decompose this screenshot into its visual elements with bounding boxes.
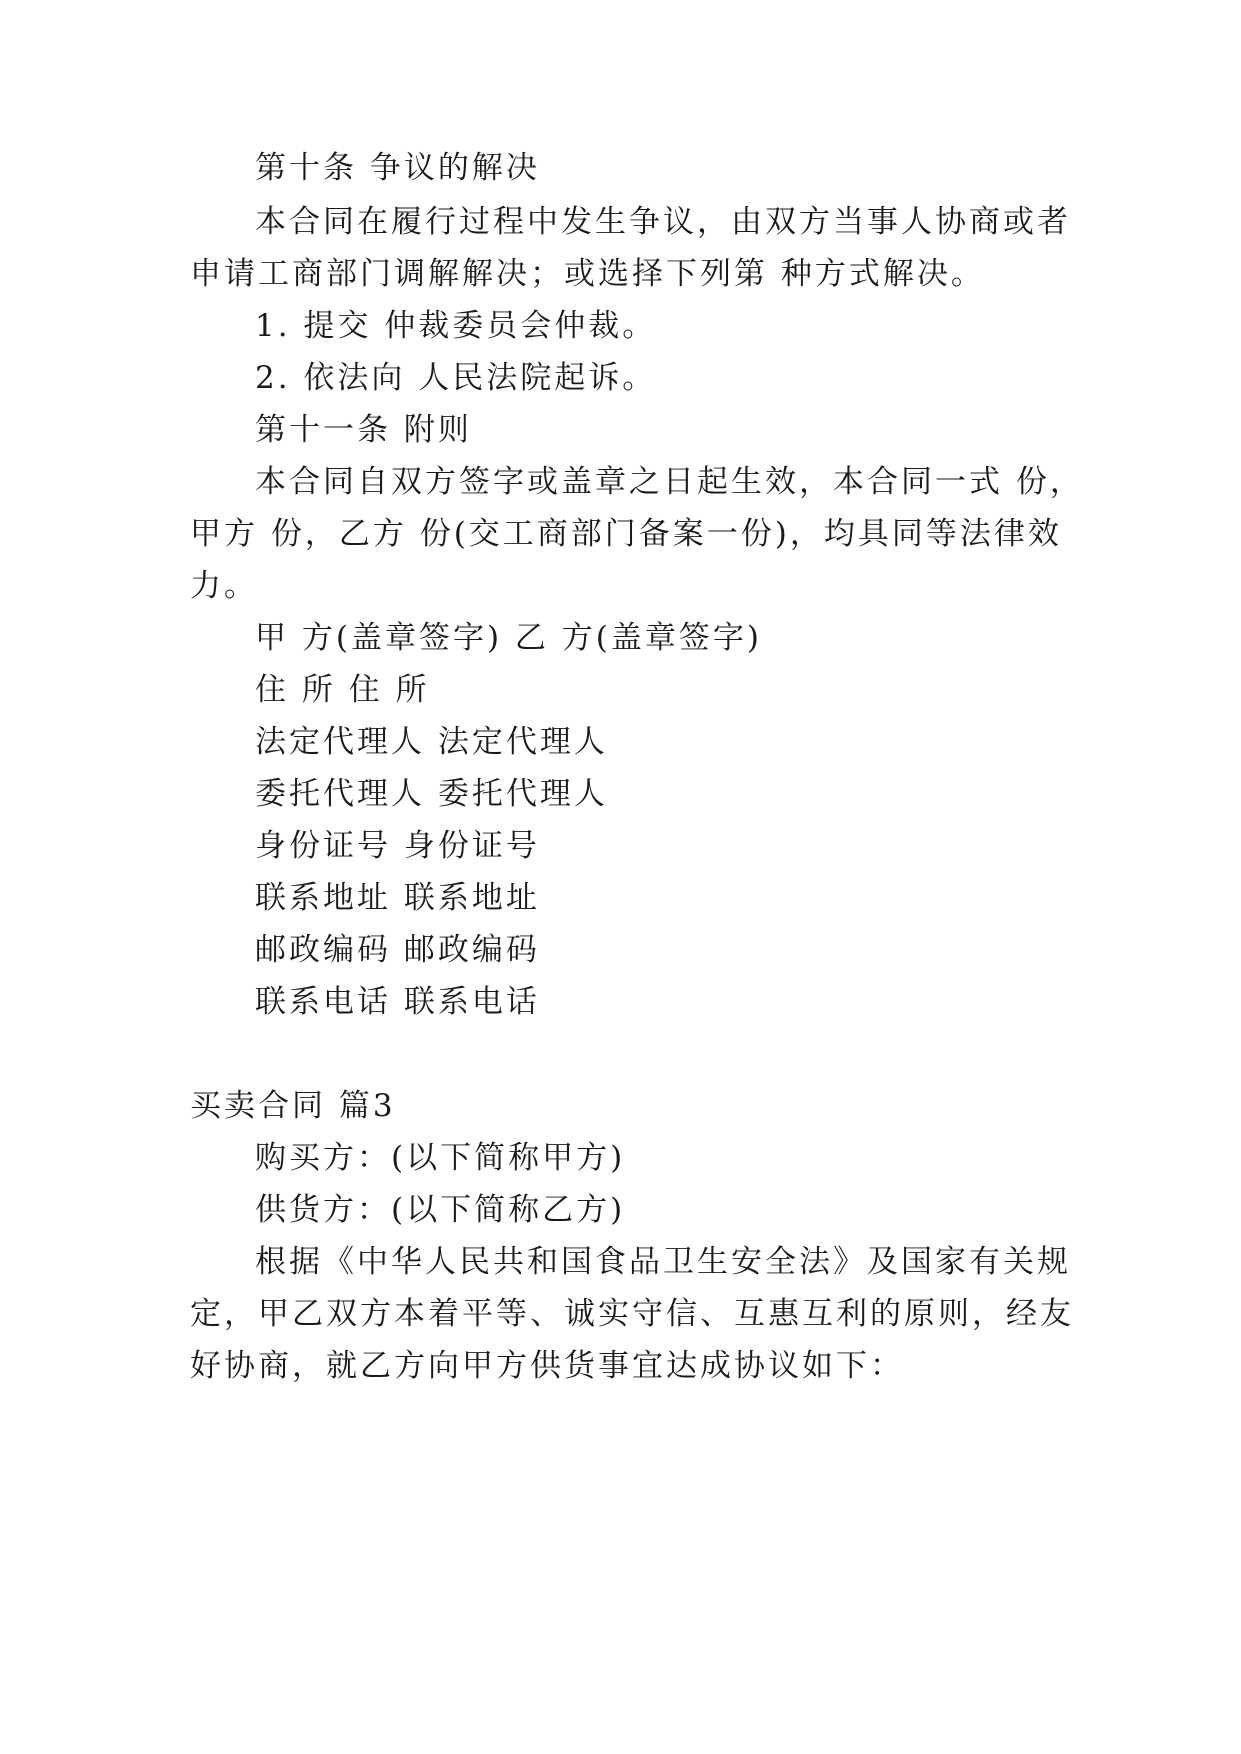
list-item: 2. 依法向 人民法院起诉。: [255, 360, 657, 396]
signature-line: 联系地址 联系地址: [255, 880, 540, 916]
section-heading: 第十一条 附则: [255, 412, 472, 448]
signature-line: 法定代理人 法定代理人: [255, 724, 608, 760]
party-line: 购买方：(以下简称甲方): [255, 1140, 626, 1176]
section-heading: 第十条 争议的解决: [255, 150, 540, 186]
signature-line: 身份证号 身份证号: [255, 828, 540, 864]
signature-line: 委托代理人 委托代理人: [255, 776, 608, 812]
paragraph-line: 好协商，就乙方向甲方供货事宜达成协议如下：: [190, 1348, 904, 1384]
paragraph-line: 本合同自双方签字或盖章之日起生效，本合同一式 份，: [255, 464, 1084, 500]
paragraph-line: 甲方 份，乙方 份(交工商部门备案一份)，均具同等法律效: [190, 516, 1062, 552]
paragraph-line: 根据《中华人民共和国食品卫生安全法》及国家有关规: [255, 1244, 1071, 1280]
signature-line: 联系电话 联系电话: [255, 984, 540, 1020]
signature-line: 邮政编码 邮政编码: [255, 932, 540, 968]
paragraph-line: 本合同在履行过程中发生争议，由双方当事人协商或者: [255, 204, 1071, 240]
document-title: 买卖合同 篇3: [190, 1088, 396, 1124]
signature-line: 住 所 住 所: [255, 672, 430, 708]
party-line: 供货方：(以下简称乙方): [255, 1192, 626, 1228]
signature-line: 甲 方(盖章签字) 乙 方(盖章签字): [255, 620, 762, 656]
list-item: 1. 提交 仲裁委员会仲裁。: [255, 308, 657, 344]
paragraph-line: 力。: [190, 568, 258, 604]
paragraph-line: 申请工商部门调解解决；或选择下列第 种方式解决。: [190, 256, 985, 292]
paragraph-line: 定，甲乙双方本着平等、诚实守信、互惠互利的原则，经友: [190, 1296, 1074, 1332]
